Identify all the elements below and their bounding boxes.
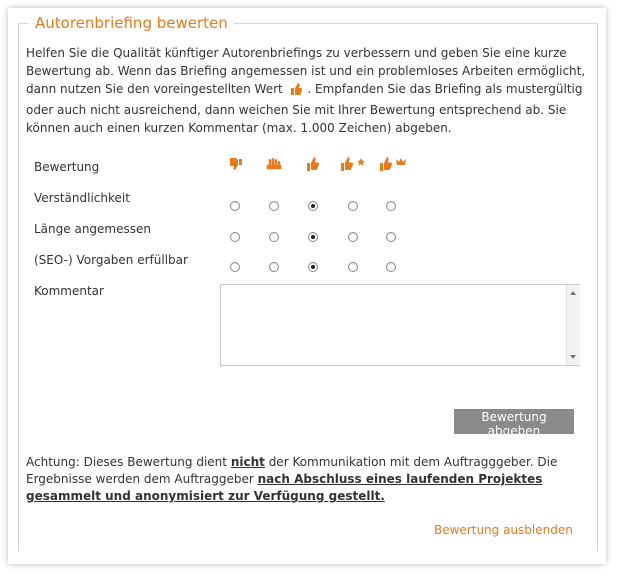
radio-seo-1[interactable] <box>230 262 240 272</box>
notice-text-2: der Kommunikation mit dem Auftragggeber. Die Ergebnisse werden dem Auftraggeber <box>26 455 558 486</box>
hand-sideways-icon <box>260 156 288 172</box>
comment-textarea[interactable] <box>220 284 580 366</box>
thumb-up-icon <box>299 156 327 172</box>
thumb-up-star-icon <box>338 156 370 172</box>
comment-label: Kommentar <box>34 284 104 298</box>
radio-verstaendlichkeit-2[interactable] <box>269 201 279 211</box>
intro-text <box>26 44 586 137</box>
radio-verstaendlichkeit-1[interactable] <box>230 201 240 211</box>
intro-part-2: . Empfanden Sie das Briefing als mustergültig oder auch nicht ausreichend, dann weichen Sie mit Ihrer Bewertung entsprechend ab. Sie können auch einen kurzen Kommentar (max. 1.000 Zeichen) abgeben. <box>26 82 583 135</box>
thumb-up-crown-icon <box>378 156 412 172</box>
radio-verstaendlichkeit-4[interactable] <box>348 201 358 211</box>
radio-seo-4[interactable] <box>348 262 358 272</box>
rating-header-label: Bewertung <box>34 160 100 174</box>
radio-laenge-2[interactable] <box>269 232 279 242</box>
panel-title: Autorenbriefing bewerten <box>35 14 228 32</box>
radio-seo-2[interactable] <box>269 262 279 272</box>
notice-emphasis-2: nach Abschluss eines laufenden Projektes gesammelt und anonymisiert zur Verfügung gestellt. <box>26 472 543 503</box>
notice-emphasis-1: nicht <box>230 455 265 469</box>
thumb-down-strong-icon <box>221 156 249 172</box>
textarea-scrollbar[interactable] <box>566 285 580 365</box>
row-label-seo: (SEO-) Vorgaben erfüllbar <box>34 253 188 267</box>
radio-seo-3[interactable] <box>308 262 318 272</box>
scroll-down-icon[interactable] <box>570 355 576 359</box>
row-label-laenge: Länge angemessen <box>34 222 151 236</box>
radio-laenge-5[interactable] <box>386 232 396 242</box>
thumb-up-icon <box>289 82 302 101</box>
submit-rating-button[interactable]: Bewertung abgeben <box>454 409 574 434</box>
notice-text <box>26 454 586 505</box>
rating-panel <box>8 8 606 564</box>
hide-rating-link[interactable]: Bewertung ausblenden <box>434 523 573 537</box>
radio-laenge-1[interactable] <box>230 232 240 242</box>
row-label-verstaendlichkeit: Verständlichkeit <box>34 191 130 205</box>
radio-verstaendlichkeit-5[interactable] <box>386 201 396 211</box>
intro-part-1: Helfen Sie die Qualität künftiger Autorenbriefings zu verbessern und geben Sie eine kurze Bewertung ab. Wenn das Briefing angemessen ist und ein problemloses Arbeiten ermöglicht, dann nutzen Sie den voreingestellten Wert <box>26 46 586 96</box>
scroll-up-icon[interactable] <box>570 291 576 295</box>
radio-laenge-4[interactable] <box>348 232 358 242</box>
radio-verstaendlichkeit-3[interactable] <box>308 201 318 211</box>
notice-text-1: Achtung: Dieses Bewertung dient <box>26 455 231 469</box>
radio-seo-5[interactable] <box>386 262 396 272</box>
radio-laenge-3[interactable] <box>308 232 318 242</box>
